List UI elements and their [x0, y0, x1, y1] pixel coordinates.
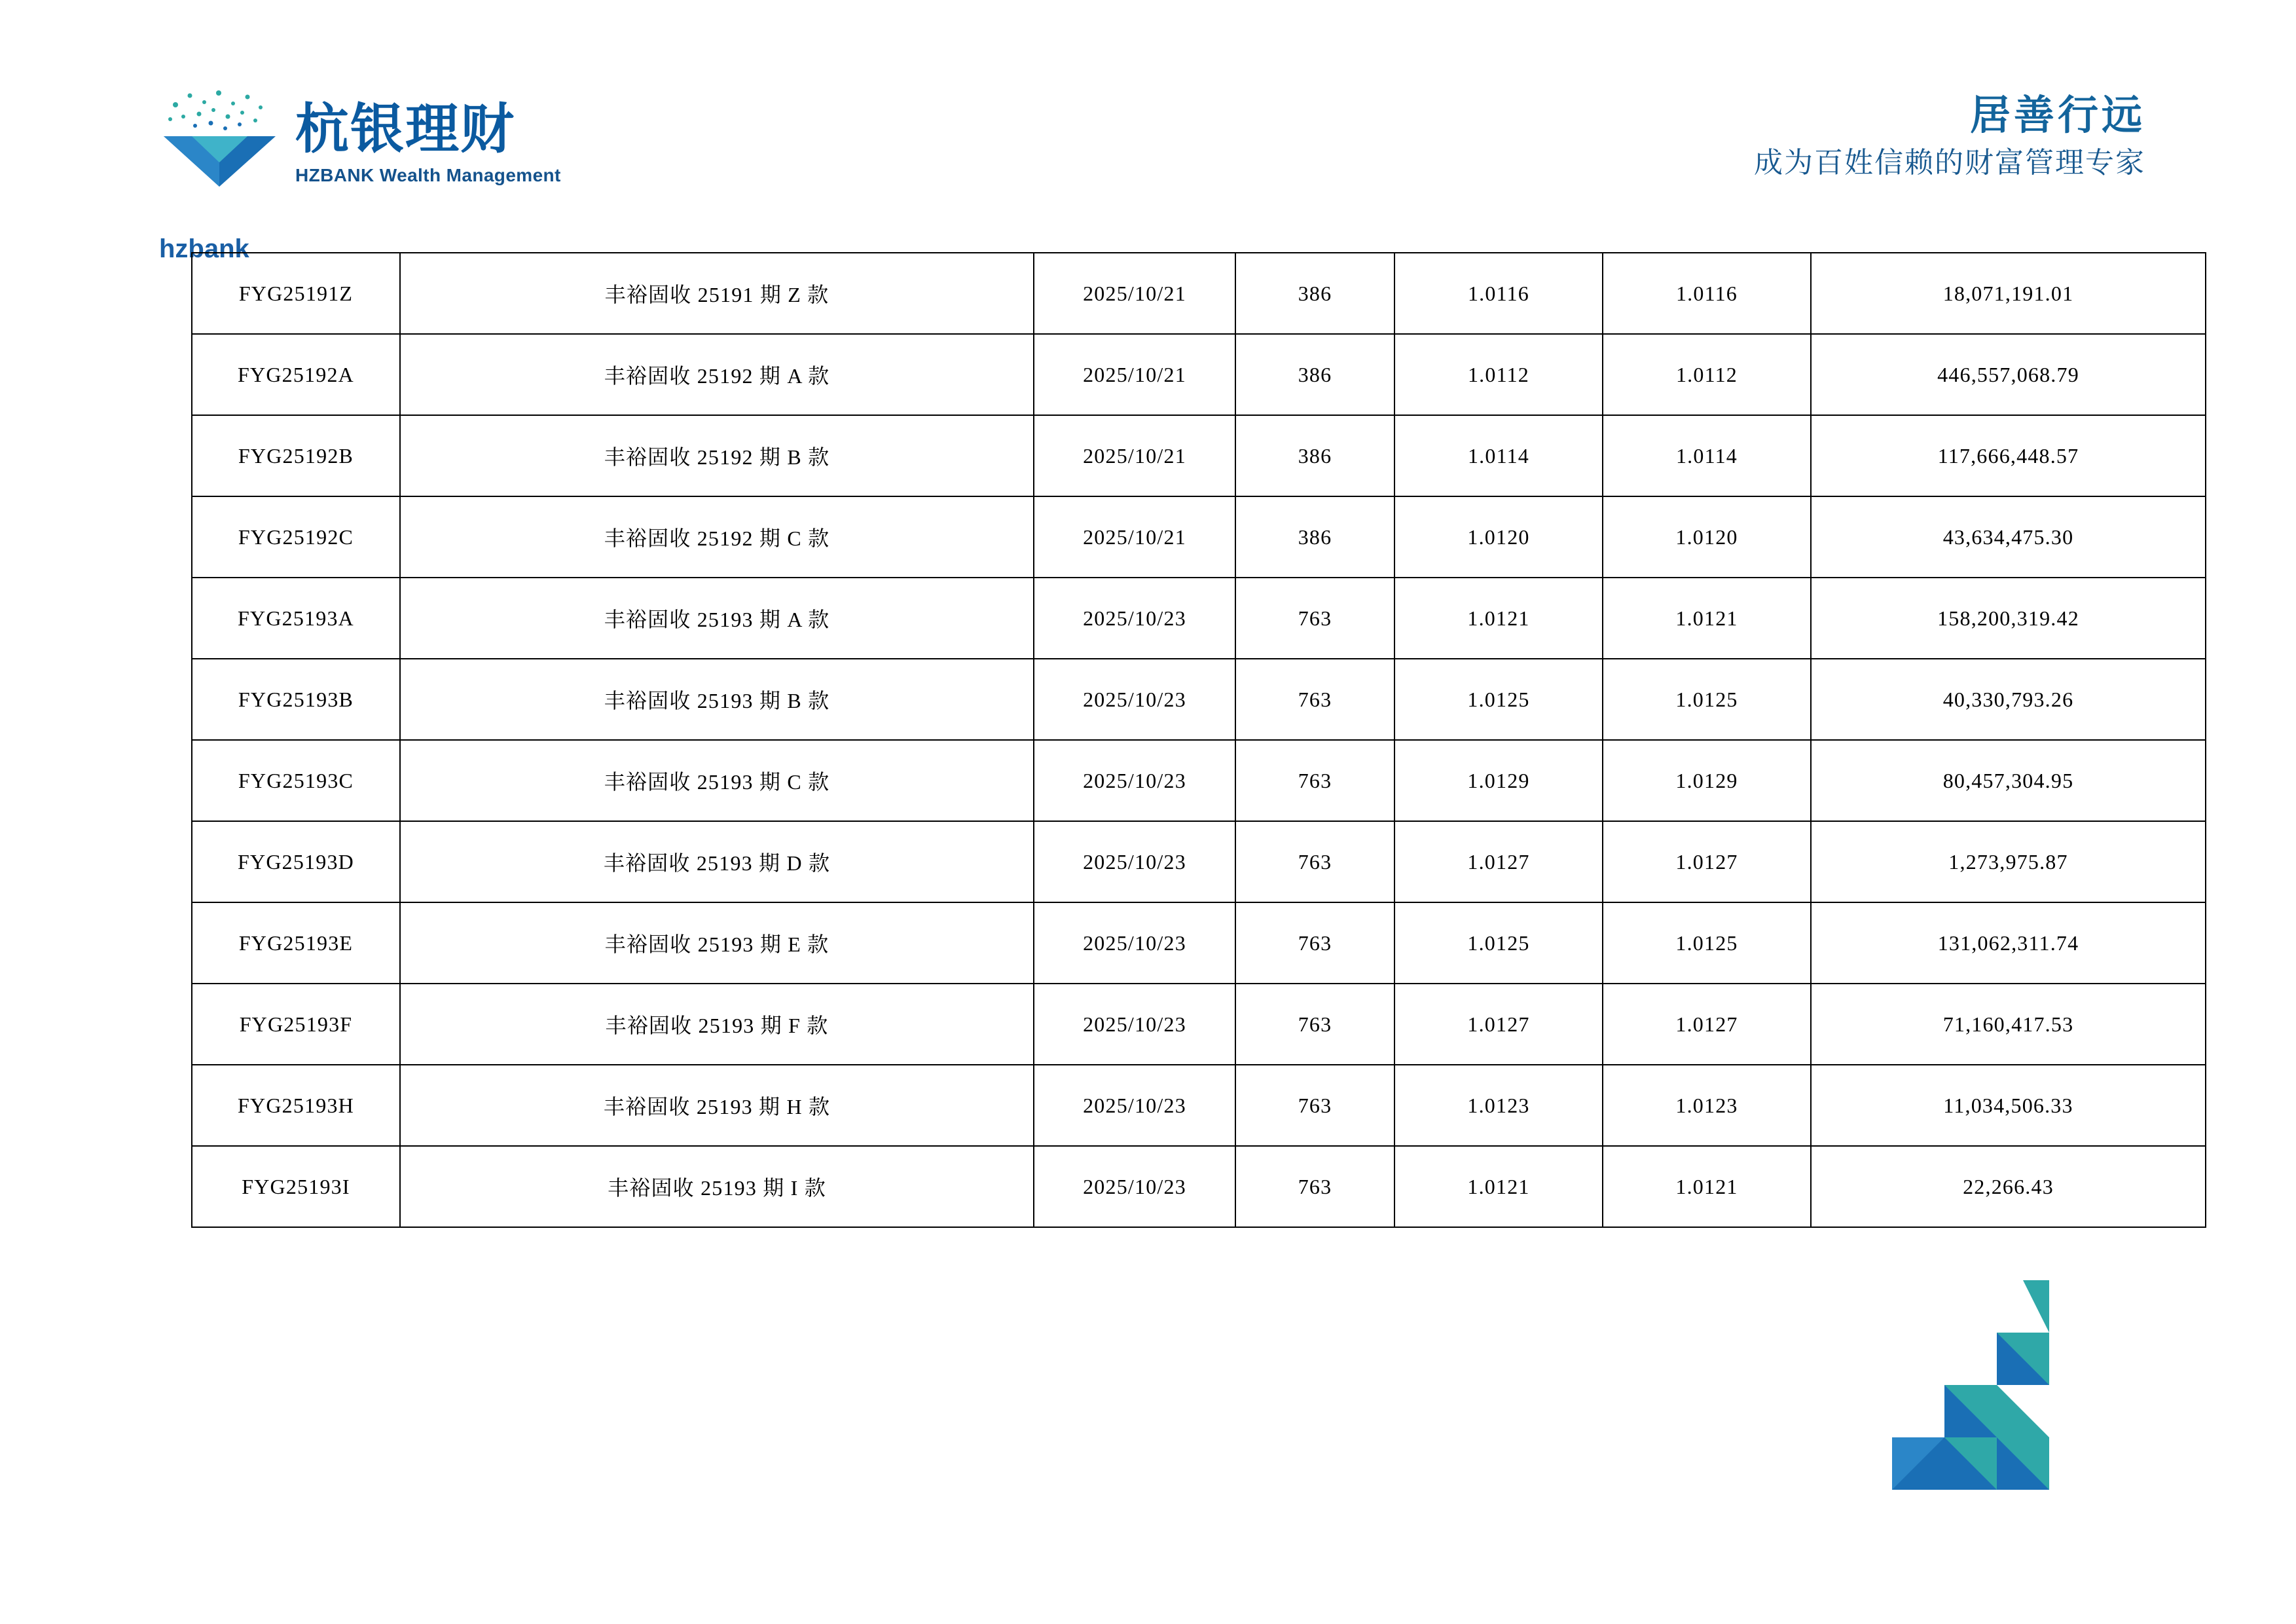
table-row	[192, 1146, 2206, 1227]
cell-days: 763	[1235, 1146, 1394, 1227]
cell-days: 763	[1235, 984, 1394, 1065]
table-row	[192, 415, 2206, 496]
cell-unit-nav: 1.0121	[1394, 578, 1603, 659]
cell-date: 2025/10/23	[1034, 902, 1235, 984]
cell-net-asset: 22,266.43	[1811, 1146, 2206, 1227]
cell-product-code: FYG25191Z	[192, 253, 400, 334]
brand-text	[295, 102, 561, 190]
cell-product-code: FYG25192B	[192, 415, 400, 496]
cell-date: 2025/10/23	[1034, 659, 1235, 740]
cell-cumulative-nav: 1.0121	[1603, 1146, 1811, 1227]
cell-days: 763	[1235, 659, 1394, 740]
cell-product-name: 丰裕固收 25193 期 B 款	[400, 659, 1034, 740]
cell-product-name: 丰裕固收 25193 期 C 款	[400, 740, 1034, 821]
hzbank-wordmark: hzbank	[159, 234, 249, 263]
cell-net-asset: 80,457,304.95	[1811, 740, 2206, 821]
cell-days: 386	[1235, 334, 1394, 415]
footer-triangle-graphic-icon	[1892, 1280, 2102, 1490]
cell-product-name: 丰裕固收 25193 期 F 款	[400, 984, 1034, 1065]
cell-date: 2025/10/21	[1034, 496, 1235, 578]
cell-date: 2025/10/23	[1034, 821, 1235, 902]
table-body	[192, 253, 2206, 1227]
cell-product-code: FYG25193E	[192, 902, 400, 984]
cell-unit-nav: 1.0129	[1394, 740, 1603, 821]
cell-days: 386	[1235, 496, 1394, 578]
cell-cumulative-nav: 1.0125	[1603, 902, 1811, 984]
table-row	[192, 821, 2206, 902]
table-row	[192, 496, 2206, 578]
table-row	[192, 659, 2206, 740]
slogan-sub: 成为百姓信赖的财富管理专家	[1754, 147, 2145, 179]
cell-days: 763	[1235, 902, 1394, 984]
cell-product-code: FYG25192A	[192, 334, 400, 415]
cell-date: 2025/10/23	[1034, 1065, 1235, 1146]
cell-net-asset: 11,034,506.33	[1811, 1065, 2206, 1146]
brand-name-cn: 杭银理财	[295, 100, 516, 160]
cell-date: 2025/10/23	[1034, 578, 1235, 659]
cell-unit-nav: 1.0114	[1394, 415, 1603, 496]
cell-cumulative-nav: 1.0129	[1603, 740, 1811, 821]
page-header	[0, 69, 2296, 263]
cell-product-name: 丰裕固收 25193 期 E 款	[400, 902, 1034, 984]
cell-product-name: 丰裕固收 25191 期 Z 款	[400, 253, 1034, 334]
table-row	[192, 253, 2206, 334]
cell-date: 2025/10/21	[1034, 334, 1235, 415]
cell-product-code: FYG25192C	[192, 496, 400, 578]
cell-product-name: 丰裕固收 25192 期 B 款	[400, 415, 1034, 496]
brand-name-en: HZBANK Wealth Management	[295, 165, 561, 185]
cell-unit-nav: 1.0125	[1394, 902, 1603, 984]
hzbank-logo-icon	[156, 85, 283, 190]
cell-net-asset: 43,634,475.30	[1811, 496, 2206, 578]
table-row	[192, 902, 2206, 984]
slogan-main: 居善行远	[1969, 93, 2145, 138]
cell-unit-nav: 1.0116	[1394, 253, 1603, 334]
cell-unit-nav: 1.0120	[1394, 496, 1603, 578]
cell-product-name: 丰裕固收 25193 期 H 款	[400, 1065, 1034, 1146]
cell-days: 386	[1235, 415, 1394, 496]
cell-product-name: 丰裕固收 25192 期 C 款	[400, 496, 1034, 578]
cell-net-asset: 18,071,191.01	[1811, 253, 2206, 334]
cell-days: 763	[1235, 821, 1394, 902]
cell-cumulative-nav: 1.0112	[1603, 334, 1811, 415]
cell-product-name: 丰裕固收 25193 期 A 款	[400, 578, 1034, 659]
cell-cumulative-nav: 1.0121	[1603, 578, 1811, 659]
cell-product-code: FYG25193H	[192, 1065, 400, 1146]
product-nav-table	[191, 252, 2206, 1228]
cell-net-asset: 446,557,068.79	[1811, 334, 2206, 415]
cell-cumulative-nav: 1.0116	[1603, 253, 1811, 334]
cell-product-code: FYG25193I	[192, 1146, 400, 1227]
table-row	[192, 984, 2206, 1065]
cell-product-name: 丰裕固收 25193 期 D 款	[400, 821, 1034, 902]
table-row	[192, 578, 2206, 659]
cell-product-code: FYG25193B	[192, 659, 400, 740]
cell-cumulative-nav: 1.0127	[1603, 984, 1811, 1065]
cell-date: 2025/10/21	[1034, 253, 1235, 334]
cell-days: 763	[1235, 578, 1394, 659]
cell-net-asset: 71,160,417.53	[1811, 984, 2206, 1065]
table-row	[192, 1065, 2206, 1146]
cell-unit-nav: 1.0112	[1394, 334, 1603, 415]
table-row	[192, 334, 2206, 415]
product-nav-table-wrapper	[191, 252, 2123, 1228]
cell-unit-nav: 1.0121	[1394, 1146, 1603, 1227]
cell-net-asset: 40,330,793.26	[1811, 659, 2206, 740]
cell-unit-nav: 1.0127	[1394, 821, 1603, 902]
cell-net-asset: 158,200,319.42	[1811, 578, 2206, 659]
cell-unit-nav: 1.0123	[1394, 1065, 1603, 1146]
cell-product-code: FYG25193C	[192, 740, 400, 821]
cell-cumulative-nav: 1.0123	[1603, 1065, 1811, 1146]
cell-date: 2025/10/21	[1034, 415, 1235, 496]
cell-product-name: 丰裕固收 25193 期 I 款	[400, 1146, 1034, 1227]
cell-days: 763	[1235, 1065, 1394, 1146]
cell-unit-nav: 1.0127	[1394, 984, 1603, 1065]
cell-unit-nav: 1.0125	[1394, 659, 1603, 740]
cell-cumulative-nav: 1.0114	[1603, 415, 1811, 496]
cell-days: 386	[1235, 253, 1394, 334]
cell-cumulative-nav: 1.0120	[1603, 496, 1811, 578]
cell-cumulative-nav: 1.0127	[1603, 821, 1811, 902]
cell-net-asset: 131,062,311.74	[1811, 902, 2206, 984]
cell-product-code: FYG25193A	[192, 578, 400, 659]
cell-date: 2025/10/23	[1034, 984, 1235, 1065]
cell-net-asset: 1,273,975.87	[1811, 821, 2206, 902]
cell-date: 2025/10/23	[1034, 1146, 1235, 1227]
cell-days: 763	[1235, 740, 1394, 821]
cell-net-asset: 117,666,448.57	[1811, 415, 2206, 496]
table-row	[192, 740, 2206, 821]
slogan-block	[1754, 94, 2145, 179]
cell-product-code: FYG25193D	[192, 821, 400, 902]
cell-cumulative-nav: 1.0125	[1603, 659, 1811, 740]
cell-product-code: FYG25193F	[192, 984, 400, 1065]
cell-date: 2025/10/23	[1034, 740, 1235, 821]
cell-product-name: 丰裕固收 25192 期 A 款	[400, 334, 1034, 415]
brand-lockup	[156, 85, 561, 190]
